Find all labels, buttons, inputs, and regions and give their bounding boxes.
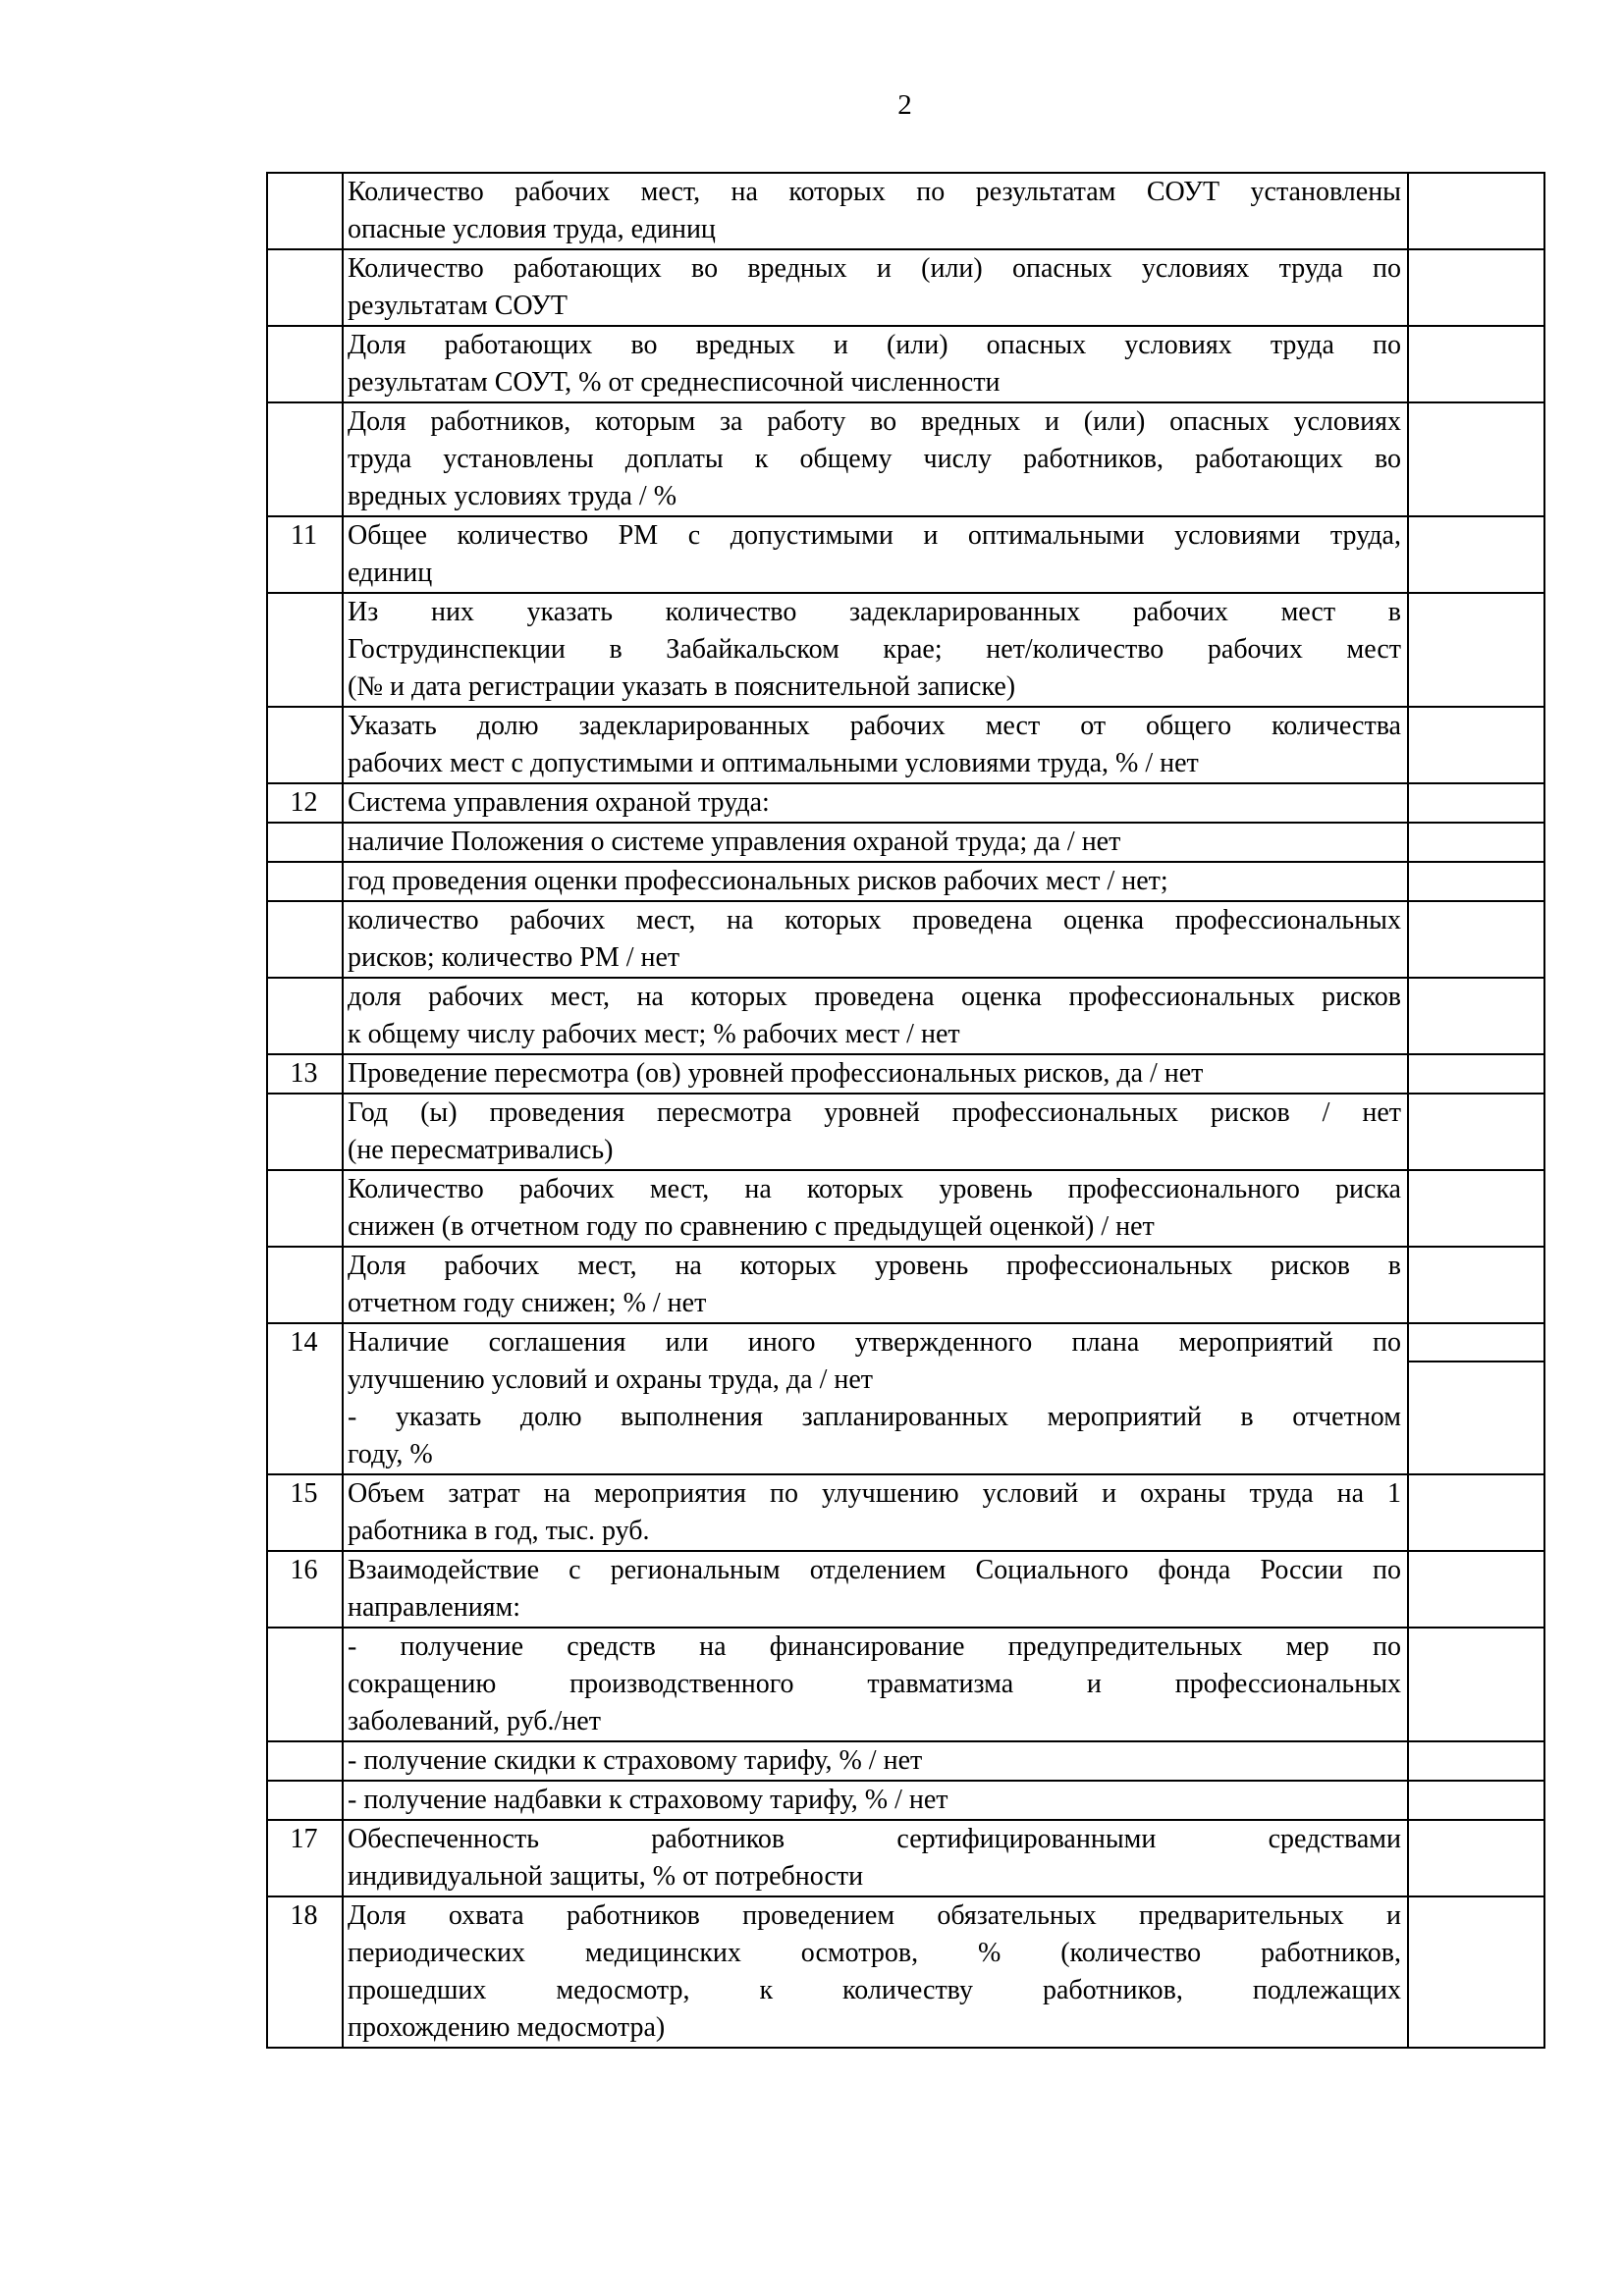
row-value-cell [1408,1323,1544,1362]
row-number-cell [267,249,343,326]
row-text-line: рабочих мест с допустимыми и оптимальными условиями труда, % / нет [348,748,1199,778]
row-text-line: - указать долю выполнения запланированных мероприятий в отчетном [348,1402,1401,1432]
row-text-line: год проведения оценки профессиональных рисков рабочих мест / нет; [348,866,1168,896]
table-row [267,402,1544,516]
row-value-cell [1408,1741,1544,1781]
row-text-line: отчетном году снижен; % / нет [348,1288,707,1318]
row-value-cell [1408,402,1544,516]
row-text-cell [343,516,1408,593]
row-number-cell [267,1247,343,1323]
row-value-cell [1408,1781,1544,1820]
row-number-cell [267,862,343,901]
table-row [267,516,1544,593]
row-value-cell [1408,1820,1544,1896]
row-text-line: Из них указать количество задекларированных рабочих мест в [348,597,1401,627]
table-row [267,173,1544,249]
row-number-cell: 13 [267,1054,343,1094]
row-text-line: (не пересматривались) [348,1135,614,1165]
table-row [267,1628,1544,1741]
row-text-line: году, % [348,1439,433,1469]
table-row [267,862,1544,901]
row-text-line: Количество рабочих мест, на которых по результатам СОУТ установлены [348,177,1401,207]
row-text-cell [343,1551,1408,1628]
row-text-line: рисков; количество РМ / нет [348,942,680,973]
row-number-cell [267,1741,343,1781]
row-text-cell [343,1094,1408,1170]
row-text-cell [343,326,1408,402]
row-text-line: - получение средств на финансирование предупредительных мер по [348,1631,1401,1662]
page-number: 2 [897,89,912,121]
row-text-line: Проведение пересмотра (ов) уровней профессиональных рисков, да / нет [348,1058,1204,1089]
row-text-cell [343,783,1408,823]
row-text-cell [343,1170,1408,1247]
row-text-line: Указать долю задекларированных рабочих мест от общего количества [348,711,1401,741]
row-text-line: наличие Положения о системе управления охраной труда; да / нет [348,827,1121,857]
row-text-cell [343,823,1408,862]
row-text-line: Гострудинспекции в Забайкальском крае; нет/количество рабочих мест [348,634,1401,665]
row-text-line: заболеваний, руб./нет [348,1706,601,1736]
row-text-line: Количество рабочих мест, на которых уровень профессионального риска [348,1174,1401,1204]
row-text-line: количество рабочих мест, на которых проведена оценка профессиональных [348,905,1401,935]
row-value-cell [1408,978,1544,1054]
table-row [267,901,1544,978]
row-number-cell: 14 [267,1323,343,1474]
row-text-line: - получение надбавки к страховому тарифу, % / нет [348,1785,948,1815]
row-text-cell [343,1474,1408,1551]
table-row [267,978,1544,1054]
table-row [267,1323,1544,1362]
row-text-line: периодических медицинских осмотров, % (количество работников, [348,1938,1401,1968]
row-text-line: к общему числу рабочих мест; % рабочих мест / нет [348,1019,960,1049]
row-text-line: опасные условия труда, единиц [348,214,716,244]
row-number-cell [267,173,343,249]
row-number-cell: 15 [267,1474,343,1551]
row-text-line: вредных условиях труда / % [348,481,677,511]
row-text-line: - получение скидки к страховому тарифу, % / нет [348,1745,923,1776]
row-value-cell [1408,901,1544,978]
table-row [267,1094,1544,1170]
row-text-line: Объем затрат на мероприятия по улучшению условий и охраны труда на 1 [348,1478,1401,1509]
report-table [266,172,1545,2049]
table-row [267,326,1544,402]
row-number-cell [267,1094,343,1170]
row-value-cell [1408,707,1544,783]
row-text-line: прошедших медосмотр, к количеству работников, подлежащих [348,1975,1401,2005]
row-value-cell [1408,862,1544,901]
row-text-cell [343,1741,1408,1781]
row-text-cell [343,1820,1408,1896]
row-value-cell [1408,249,1544,326]
row-text-line: единиц [348,558,433,588]
row-number-cell: 18 [267,1896,343,2048]
row-text-line: Взаимодействие с региональным отделением Социального фонда России по [348,1555,1401,1585]
row-number-cell: 17 [267,1820,343,1896]
row-text-cell [343,901,1408,978]
row-value-cell [1408,326,1544,402]
row-number-cell [267,1781,343,1820]
row-value-cell [1408,823,1544,862]
table-row [267,1551,1544,1628]
row-number-cell [267,326,343,402]
row-text-line: Доля работающих во вредных и (или) опасных условиях труда по [348,330,1401,360]
row-value-cell [1408,593,1544,707]
row-text-line: доля рабочих мест, на которых проведена оценка профессиональных рисков [348,982,1401,1012]
row-value-cell [1408,516,1544,593]
row-number-cell [267,402,343,516]
row-value-cell [1408,173,1544,249]
row-text-cell [343,593,1408,707]
row-value-cell [1408,1628,1544,1741]
table-row [267,783,1544,823]
row-value-cell [1408,783,1544,823]
table-row [267,1820,1544,1896]
row-text-line: Общее количество РМ с допустимыми и оптимальными условиями труда, [348,520,1401,551]
row-text-cell [343,1896,1408,2048]
row-text-line: направлениям: [348,1592,521,1623]
row-text-cell [343,707,1408,783]
table-row [267,1896,1544,2048]
table-row [267,707,1544,783]
row-text-line: Доля рабочих мест, на которых уровень профессиональных рисков в [348,1251,1401,1281]
row-number-cell: 16 [267,1551,343,1628]
row-text-line: (№ и дата регистрации указать в пояснительной записке) [348,671,1016,702]
row-number-cell: 11 [267,516,343,593]
row-text-line: сокращению производственного травматизма и профессиональных [348,1669,1401,1699]
row-value-cell [1408,1551,1544,1628]
table-row [267,1741,1544,1781]
row-text-line: работника в год, тыс. руб. [348,1516,650,1546]
table-body [267,173,1544,2048]
row-text-line: труда установлены доплаты к общему числу работников, работающих во [348,444,1401,474]
row-text-line: Обеспеченность работников сертифицированными средствами [348,1824,1401,1854]
table-row [267,1247,1544,1323]
row-text-line: улучшению условий и охраны труда, да / нет [348,1364,874,1395]
row-value-cell [1408,1474,1544,1551]
row-text-line: Система управления охраной труда: [348,787,770,818]
row-value-cell [1408,1170,1544,1247]
row-text-cell [343,1781,1408,1820]
row-text-line: Доля охвата работников проведением обязательных предварительных и [348,1900,1401,1931]
row-text-cell [343,402,1408,516]
row-text-cell [343,978,1408,1054]
row-text-line: Год (ы) проведения пересмотра уровней профессиональных рисков / нет [348,1097,1401,1128]
row-text-line: снижен (в отчетном году по сравнению с предыдущей оценкой) / нет [348,1211,1155,1242]
row-text-cell [343,1323,1408,1474]
row-value-cell [1408,1896,1544,2048]
table-row [267,249,1544,326]
table-row [267,1474,1544,1551]
row-text-line: Наличие соглашения или иного утвержденного плана мероприятий по [348,1327,1401,1358]
row-value-cell [1408,1247,1544,1323]
row-number-cell: 12 [267,783,343,823]
row-text-cell [343,249,1408,326]
table-row [267,1781,1544,1820]
row-text-line: результатам СОУТ, % от среднесписочной численности [348,367,1001,398]
row-text-line: Количество работающих во вредных и (или) опасных условиях труда по [348,253,1401,284]
row-text-cell [343,1628,1408,1741]
row-text-line: прохождению медосмотра) [348,2012,666,2043]
row-text-cell [343,1054,1408,1094]
row-text-line: Доля работников, которым за работу во вредных и (или) опасных условиях [348,406,1401,437]
row-value-cell [1408,1054,1544,1094]
row-text-cell [343,862,1408,901]
row-number-cell [267,1628,343,1741]
row-text-line: результатам СОУТ [348,291,568,321]
row-number-cell [267,593,343,707]
row-number-cell [267,901,343,978]
table-row [267,593,1544,707]
row-number-cell [267,1170,343,1247]
row-text-line: индивидуальной защиты, % от потребности [348,1861,864,1892]
row-text-cell [343,1247,1408,1323]
row-value-cell [1408,1094,1544,1170]
table-row [267,1170,1544,1247]
table-row [267,823,1544,862]
row-text-cell [343,173,1408,249]
row-number-cell [267,978,343,1054]
row-number-cell [267,707,343,783]
row-number-cell [267,823,343,862]
table-row [267,1054,1544,1094]
row-value-cell [1408,1362,1544,1475]
